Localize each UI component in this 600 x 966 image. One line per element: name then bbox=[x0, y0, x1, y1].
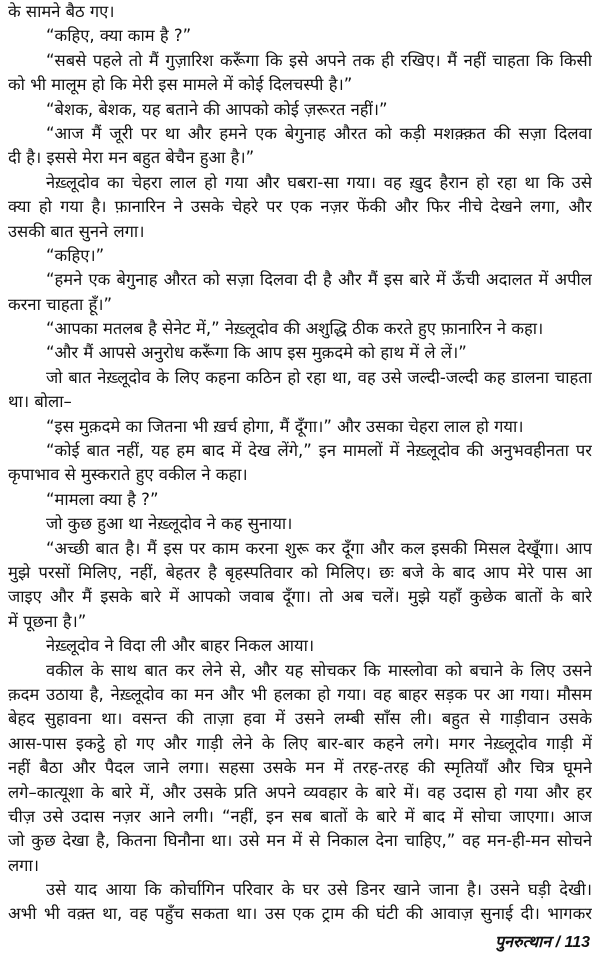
paragraph bbox=[8, 512, 592, 536]
text-line: “सबसे पहले तो मैं गुज़ारिश करूँगा कि इसे अपने तक ही रखिए। मैं नहीं चाहता कि किसी bbox=[46, 50, 592, 70]
page-body bbox=[8, 0, 592, 927]
page-footer-title-and-number: पुनरुत्थान / 113 bbox=[495, 934, 590, 951]
text-line: “कहिए, क्या काम है ?” bbox=[46, 26, 192, 46]
text-line: “आपका मतलब है सेनेट में,” नेख़्लूदोव की अशुद्धि ठीक करते हुए फ़ानारिन ने कहा। bbox=[46, 319, 544, 339]
paragraph bbox=[8, 537, 592, 635]
text-line: के सामने बैठ गए। bbox=[8, 2, 115, 21]
paragraph bbox=[8, 244, 592, 268]
text-line: लगा। bbox=[8, 855, 40, 875]
text-line: क्या हो गया है। फ़ानारिन ने उसके चेहरे पर एक नज़र फेंकी और फिर नीचे देखने लगा, और bbox=[8, 197, 592, 217]
text-line: में पूछना है।” bbox=[8, 611, 87, 631]
text-line: वकील के साथ बात कर लेने से, और यह सोचकर कि मास्लोवा को बचाने के लिए उसने bbox=[46, 660, 592, 680]
text-line: नेख़्लूदोव ने विदा ली और बाहर निकल आया। bbox=[46, 636, 315, 656]
text-line: जो कुछ हुआ था नेख़्लूदोव ने कह सुनाया। bbox=[46, 514, 293, 534]
text-line: “हमने एक बेगुनाह औरत को सज़ा दिलवा दी है और मैं इस बारे में ऊँची अदालत में अपील bbox=[46, 270, 592, 290]
text-line: “आज मैं जूरी पर था और हमने एक बेगुनाह औरत को कड़ी मशक़्क़त की सज़ा दिलवा bbox=[46, 123, 592, 143]
text-line: बेहद सुहावना था। वसन्त की ताज़ा हवा में उसने लम्बी साँस ली। बहुत से गाड़ीवान उसके bbox=[8, 709, 592, 729]
paragraph bbox=[8, 878, 592, 927]
paragraph bbox=[8, 488, 592, 512]
text-line: “कहिए।” bbox=[46, 245, 105, 265]
text-line: “इस मुक़दमे का जितना भी ख़र्च होगा, मैं दूँगा।” और उसका चेहरा लाल हो गया। bbox=[46, 416, 524, 436]
text-line: दी है। इससे मेरा मन बहुत बेचैन हुआ है।” bbox=[8, 148, 255, 168]
paragraph bbox=[8, 366, 592, 415]
text-line: क़दम उठाया है, नेख़्लूदोव का मन और भी हलका हो गया। वह बाहर सड़क पर आ गया। मौसम bbox=[8, 684, 592, 704]
paragraph bbox=[8, 24, 592, 48]
text-line: “कोई बात नहीं, यह हम बाद में देख लेंगे,” इन मामलों में नेख़्लूदोव की अनुभवहीनता पर bbox=[46, 441, 592, 461]
text-line: करना चाहता हूँ।” bbox=[8, 294, 113, 314]
text-line: जाइए और मैं इसके बारे में आपको जवाब दूँगा। तो अब चलें। मुझे यहाँ कुछेक बातों के बारे bbox=[8, 587, 592, 607]
paragraph bbox=[8, 171, 592, 244]
text-line: चीज़ उसे उदास नज़र आने लगी। “नहीं, इन सब बातों के बारे में बाद में सोचा जाएगा। आज bbox=[8, 806, 592, 826]
paragraph bbox=[8, 317, 592, 341]
text-line: मुझे परसों मिलिए, नहीं, बेहतर है बृहस्पतिवार को मिलिए। छः बजे के बाद आप मेरे पास आ bbox=[8, 562, 592, 582]
paragraph bbox=[8, 415, 592, 439]
text-line: नहीं बैठा और पैदल जाने लगा। सहसा उसके मन में तरह-तरह की स्मृतियाँ और चित्र घूमने bbox=[8, 758, 592, 778]
text-line: लगे–कात्यूशा के बारे में, और उसके प्रति अपने व्यवहार के बारे में। वह उदास हो गया और हर bbox=[8, 782, 592, 802]
text-line: अभी भी वक़्त था, वह पहुँच सकता था। उस एक ट्राम की घंटी की आवाज़ सुनाई दी। भागकर bbox=[8, 904, 592, 924]
text-line: कृपाभाव से मुस्कराते हुए वकील ने कहा। bbox=[8, 465, 248, 485]
paragraph bbox=[8, 659, 592, 879]
text-line: जो बात नेख़्लूदोव के लिए कहना कठिन हो रहा था, वह उसे जल्दी-जल्दी कह डालना चाहता bbox=[46, 367, 592, 387]
text-line: को भी मालूम हो कि मेरी इस मामले में कोई दिलचस्पी है।” bbox=[8, 75, 353, 95]
text-line: उसे याद आया कि कोर्चागिन परिवार के घर उसे डिनर खाने जाना है। उसने घड़ी देखी। bbox=[46, 880, 592, 900]
text-line: आस-पास इकट्ठे हो गए और गाड़ी लेने के लिए बार-बार कहने लगे। मगर नेख़्लूदोव गाड़ी में bbox=[8, 733, 592, 753]
text-line: नेख़्लूदोव का चेहरा लाल हो गया और घबरा-सा गया। वह ख़ुद हैरान हो रहा था कि उसे bbox=[46, 172, 592, 192]
text-line: “और मैं आपसे अनुरोध करूँगा कि आप इस मुक़दमे को हाथ में ले लें।” bbox=[46, 343, 467, 363]
text-line: था। बोला– bbox=[8, 392, 72, 412]
paragraph bbox=[8, 122, 592, 171]
paragraph bbox=[8, 0, 592, 24]
text-line: “अच्छी बात है। मैं इस पर काम करना शुरू कर दूँगा और कल इसकी मिसल देखूँगा। आप bbox=[46, 538, 592, 558]
paragraph bbox=[8, 268, 592, 317]
paragraph bbox=[8, 634, 592, 658]
paragraph bbox=[8, 49, 592, 98]
text-line: “बेशक, बेशक, यह बताने की आपको कोई ज़रूरत नहीं।” bbox=[46, 99, 388, 119]
paragraph bbox=[8, 341, 592, 365]
text-line: उसकी बात सुनने लगा। bbox=[8, 221, 145, 241]
paragraph bbox=[8, 98, 592, 122]
text-line: “मामला क्या है ?” bbox=[46, 489, 159, 509]
paragraph bbox=[8, 439, 592, 488]
text-line: जो कुछ देखा है, कितना घिनौना था। उसे मन में से निकाल देना चाहिए,” वह मन-ही-मन सोचने bbox=[8, 831, 592, 851]
